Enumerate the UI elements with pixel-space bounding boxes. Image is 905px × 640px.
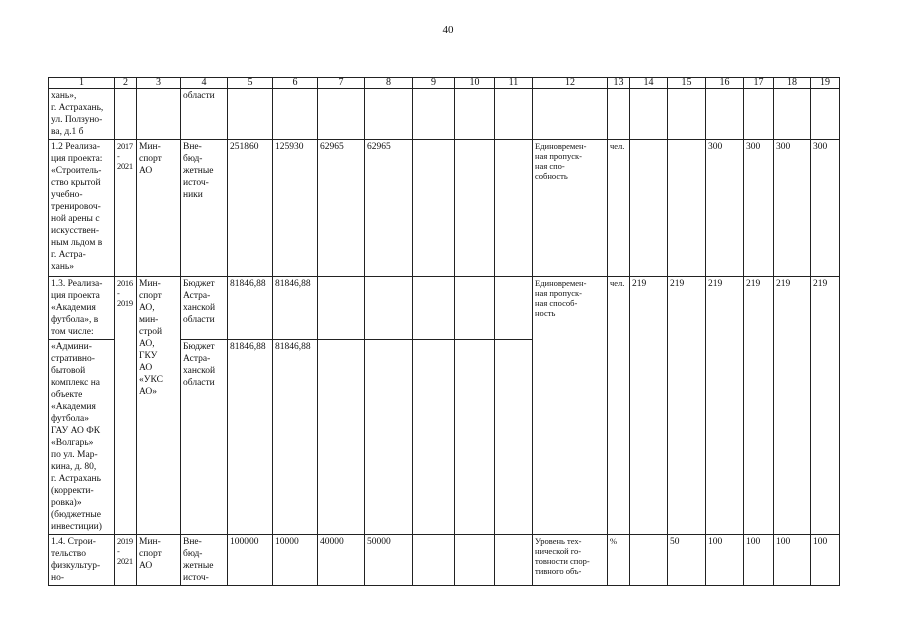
value-cell: 219 xyxy=(811,277,840,535)
table-row xyxy=(49,140,840,277)
object-name-cell: 1.2 Реализа- ция проекта: «Строитель- ство крытой учебно- тренировоч- ной арены с искусствен- ным льдом в г. Астра- хань» xyxy=(49,140,115,277)
header-cell: 16 xyxy=(706,78,744,89)
amount-cell: 251860 xyxy=(228,140,273,277)
executor-cell: Мин- спорт АО xyxy=(137,140,181,277)
header-cell: 10 xyxy=(455,78,495,89)
header-cell: 17 xyxy=(744,78,774,89)
value-cell: 100 xyxy=(774,535,811,586)
executor-cell: Мин- спорт АО xyxy=(137,535,181,586)
header-cell: 4 xyxy=(181,78,228,89)
value-cell: 300 xyxy=(811,140,840,277)
amount-cell: 81846,88 xyxy=(273,340,318,535)
unit-cell: % xyxy=(608,535,630,586)
page-number: 40 xyxy=(442,24,454,36)
header-cell: 5 xyxy=(228,78,273,89)
amount-cell: 40000 xyxy=(318,535,365,586)
unit-cell: чел. xyxy=(608,277,630,535)
header-row xyxy=(49,78,840,89)
header-cell: 19 xyxy=(811,78,840,89)
amount-cell: 10000 xyxy=(273,535,318,586)
indicator-cell: Единовремен- ная пропуск- ная спо- собность xyxy=(533,140,608,277)
funding-source-cell: Бюджет Астра- ханской области xyxy=(181,277,228,340)
header-cell: 13 xyxy=(608,78,630,89)
amount-cell: 62965 xyxy=(318,140,365,277)
value-cell: 219 xyxy=(774,277,811,535)
table-row xyxy=(49,277,840,340)
amount-cell: 50000 xyxy=(365,535,413,586)
header-cell: 8 xyxy=(365,78,413,89)
value-cell: 100 xyxy=(811,535,840,586)
unit-cell: чел. xyxy=(608,140,630,277)
value-cell: 100 xyxy=(744,535,774,586)
indicator-cell: Единовремен- ная пропуск- ная способ- ность xyxy=(533,277,608,535)
value-cell: 219 xyxy=(630,277,668,535)
object-name-cell: хань», г. Астрахань, ул. Ползуно- ва, д.1 б xyxy=(49,89,115,140)
indicator-cell: Уровень тех- нической го- товности спор- тивного объ- xyxy=(533,535,608,586)
funding-source-cell: Бюджет Астра- ханской области xyxy=(181,340,228,535)
object-name-cell: 1.4. Строи- тельство физкультур- но- xyxy=(49,535,115,586)
funding-source-cell: области xyxy=(181,89,228,140)
amount-cell: 81846,88 xyxy=(228,340,273,535)
value-cell: 219 xyxy=(744,277,774,535)
period-cell: 2016- 2019 xyxy=(115,277,137,535)
amount-cell: 100000 xyxy=(228,535,273,586)
period-cell: 2019- 2021 xyxy=(115,535,137,586)
amount-cell: 125930 xyxy=(273,140,318,277)
value-cell: 300 xyxy=(774,140,811,277)
table-row xyxy=(49,89,840,140)
header-cell: 7 xyxy=(318,78,365,89)
period-cell: 2017- 2021 xyxy=(115,140,137,277)
funding-source-cell: Вне- бюд- жетные источ- ники xyxy=(181,140,228,277)
object-name-cell: 1.3. Реализа- ция проекта «Академия футбола», в том числе: xyxy=(49,277,115,340)
header-cell: 2 xyxy=(115,78,137,89)
header-cell: 11 xyxy=(495,78,533,89)
program-table xyxy=(48,77,840,586)
amount-cell: 62965 xyxy=(365,140,413,277)
amount-cell: 81846,88 xyxy=(273,277,318,340)
header-cell: 18 xyxy=(774,78,811,89)
header-cell: 12 xyxy=(533,78,608,89)
value-cell: 300 xyxy=(744,140,774,277)
amount-cell: 81846,88 xyxy=(228,277,273,340)
value-cell: 50 xyxy=(668,535,706,586)
header-cell: 14 xyxy=(630,78,668,89)
value-cell: 219 xyxy=(668,277,706,535)
header-cell: 6 xyxy=(273,78,318,89)
header-cell: 9 xyxy=(413,78,455,89)
value-cell: 300 xyxy=(706,140,744,277)
header-cell: 3 xyxy=(137,78,181,89)
object-name-cell: «Админи- стративно- бытовой комплекс на объекте «Академия футбола» ГАУ АО ФК «Волгарь» по ул. Мар- кина, д. 80, г. Астрахань (корректи- ровка)» (бюджетные инвестиции) xyxy=(49,340,115,535)
header-cell: 15 xyxy=(668,78,706,89)
value-cell: 100 xyxy=(706,535,744,586)
header-cell: 1 xyxy=(49,78,115,89)
table-row xyxy=(49,535,840,586)
funding-source-cell: Вне- бюд- жетные источ- xyxy=(181,535,228,586)
executor-cell: Мин- спорт АО, мин- строй АО, ГКУ АО «УКС АО» xyxy=(137,277,181,535)
value-cell: 219 xyxy=(706,277,744,535)
